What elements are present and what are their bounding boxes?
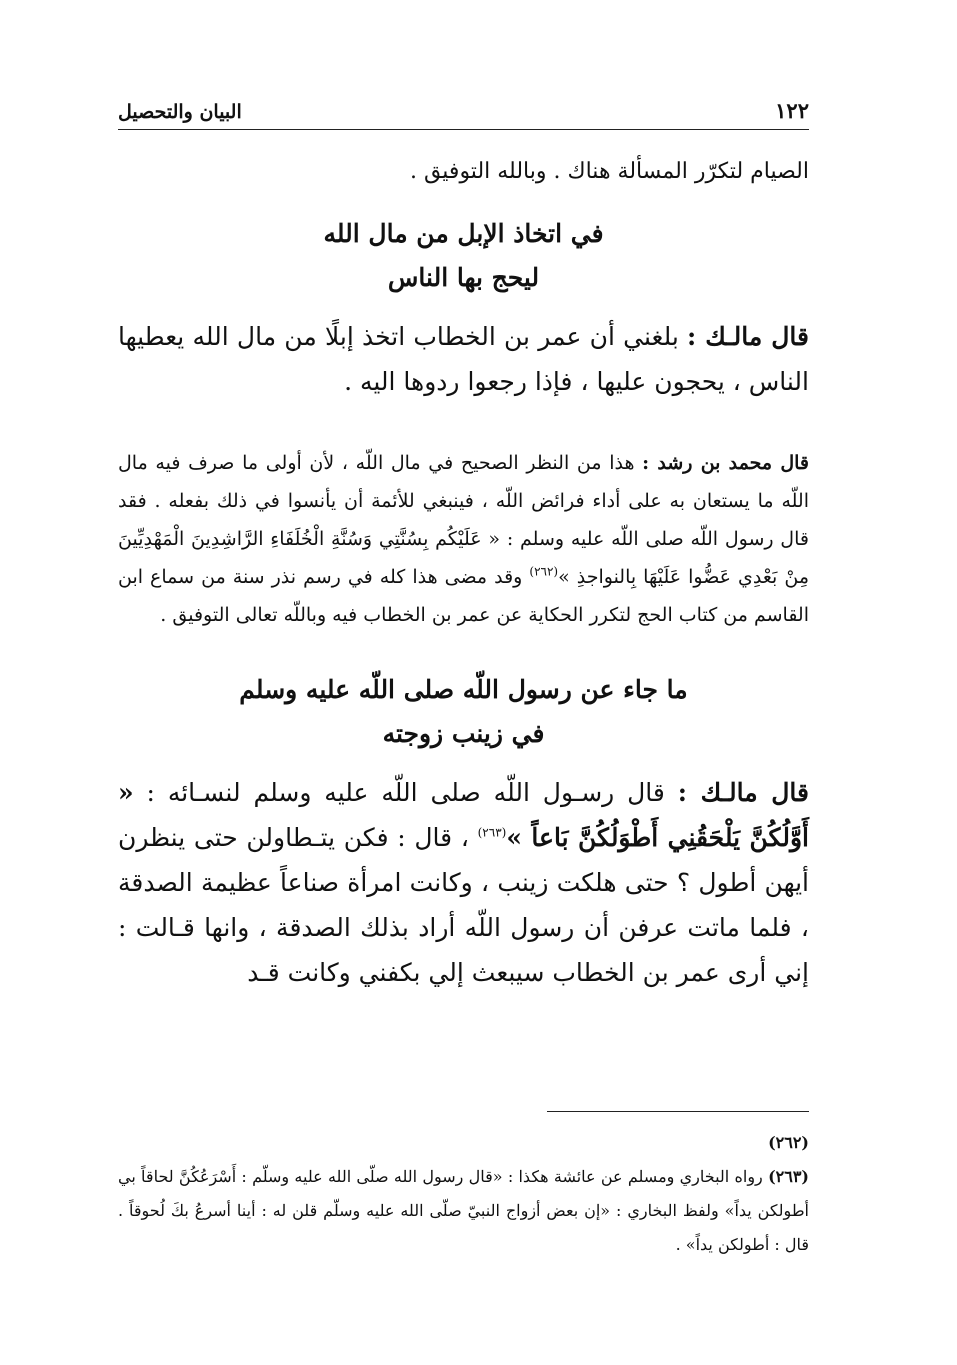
main-text bbox=[118, 150, 809, 995]
malik-paragraph bbox=[118, 314, 809, 404]
paragraph-text: قال رسـول اللّه صلى اللّه عليه وسلم لنسـائه : bbox=[146, 778, 665, 807]
paragraph-text: بلغني أن عمر بن الخطاب اتخذ إبلًا من مال الله يعطيها الناس ، يحجون عليها ، فإذا رجعوا ردوها اليه . bbox=[118, 322, 809, 396]
intro-line: الصيام لتكرّر المسألة هناك . وبالله التوفيق . bbox=[409, 159, 809, 184]
speaker-label: قال مالـك : bbox=[677, 778, 809, 807]
page-number: ١٢٢ bbox=[775, 98, 809, 123]
hadith-quote: « عَلَيْكُم بِسُنَّتِي وَسُنَّةِ الْخُلَفَاءِ الرَّاشِدِينَ الْمَهْدِيِّينَ مِنْ بَعْدِي عَضُّوا عَلَيْهَا بِالنواجذِ » bbox=[118, 528, 810, 588]
commentary-text: وقد مضى هذا كله في رسم نذر سنة من سماع ابن القاسم من كتاب الحج لتكرر الحكاية عن عمر بن الخطاب فيه وباللّه تعالى التوفيق . bbox=[118, 566, 809, 626]
footnotes bbox=[118, 1126, 809, 1262]
footnote-divider bbox=[547, 1111, 809, 1112]
hadith-quote: « أَوَّلُكُنَّ يَلْحَقُنِي أَطْوَلُكُنَّ بَاعاً » bbox=[118, 778, 809, 852]
section-heading-line: ما جاء عن رسول اللّه صلى اللّه عليه وسلم bbox=[239, 675, 688, 704]
speaker-label: قال محمد بن رشد : bbox=[642, 452, 809, 474]
section-heading-line: في زينب زوجته bbox=[382, 719, 545, 748]
paragraph-text: ، قال : فكن يتـطاولن حتى ينظرن أيهن أطول ؟ حتى هلكت زينب ، وكانت امرأة صناعاً عظيمة الصدقة ، فلما ماتت عرفن أن رسول اللّه أراد بذلك الصدقة ، وانها قـالت : إني أرى عمر بن الخطاب سيبعث إلي بكفني وكانت قـد bbox=[118, 823, 809, 987]
footnote-ref: (٢٦٣) bbox=[477, 825, 507, 840]
malik-paragraph bbox=[118, 770, 809, 995]
book-title: البيان والتحصيل bbox=[118, 101, 242, 123]
section-heading-zaynab bbox=[118, 668, 809, 756]
section-heading-line: ليحج بها الناس bbox=[387, 263, 540, 292]
footnote bbox=[118, 1126, 809, 1160]
footnote-number: (٢٦٢) bbox=[768, 1133, 809, 1152]
ibn-rushd-commentary bbox=[118, 444, 809, 634]
section-heading-line: في اتخاذ الإبل من مال الله bbox=[323, 219, 604, 248]
footnote-number: (٢٦٣) bbox=[768, 1167, 809, 1186]
speaker-label: قال مالـك : bbox=[687, 322, 809, 351]
running-header bbox=[118, 92, 809, 130]
footnote-ref: (٢٦٢) bbox=[529, 564, 559, 579]
footnote-text: رواه البخاري ومسلم عن عائشة هكذا : «قال رسول الله صلّى الله عليه وسلّم : أَسْرَعُكُنَّ لحاقاً بي أطولكن يداً» ولفظ البخاري : «إن بعض أزواج النبيّ صلّى الله عليه وسلّم قلن له : أينا أسرعُ بكَ لُحوقاً . قال : أطولكن يداً» . bbox=[118, 1167, 809, 1254]
section-heading-camels bbox=[118, 212, 809, 300]
footnote bbox=[118, 1160, 809, 1262]
commentary-text: هذا من النظر الصحيح في مال اللّه ، لأن أولى ما صرف فيه مال اللّه ما يستعان به على أداء فرائض اللّه ، فينبغي للأئمة أن يأنسوا في ذلك بفعله . فقد قال رسول اللّه صلى اللّه عليه وسلم : bbox=[118, 452, 809, 550]
